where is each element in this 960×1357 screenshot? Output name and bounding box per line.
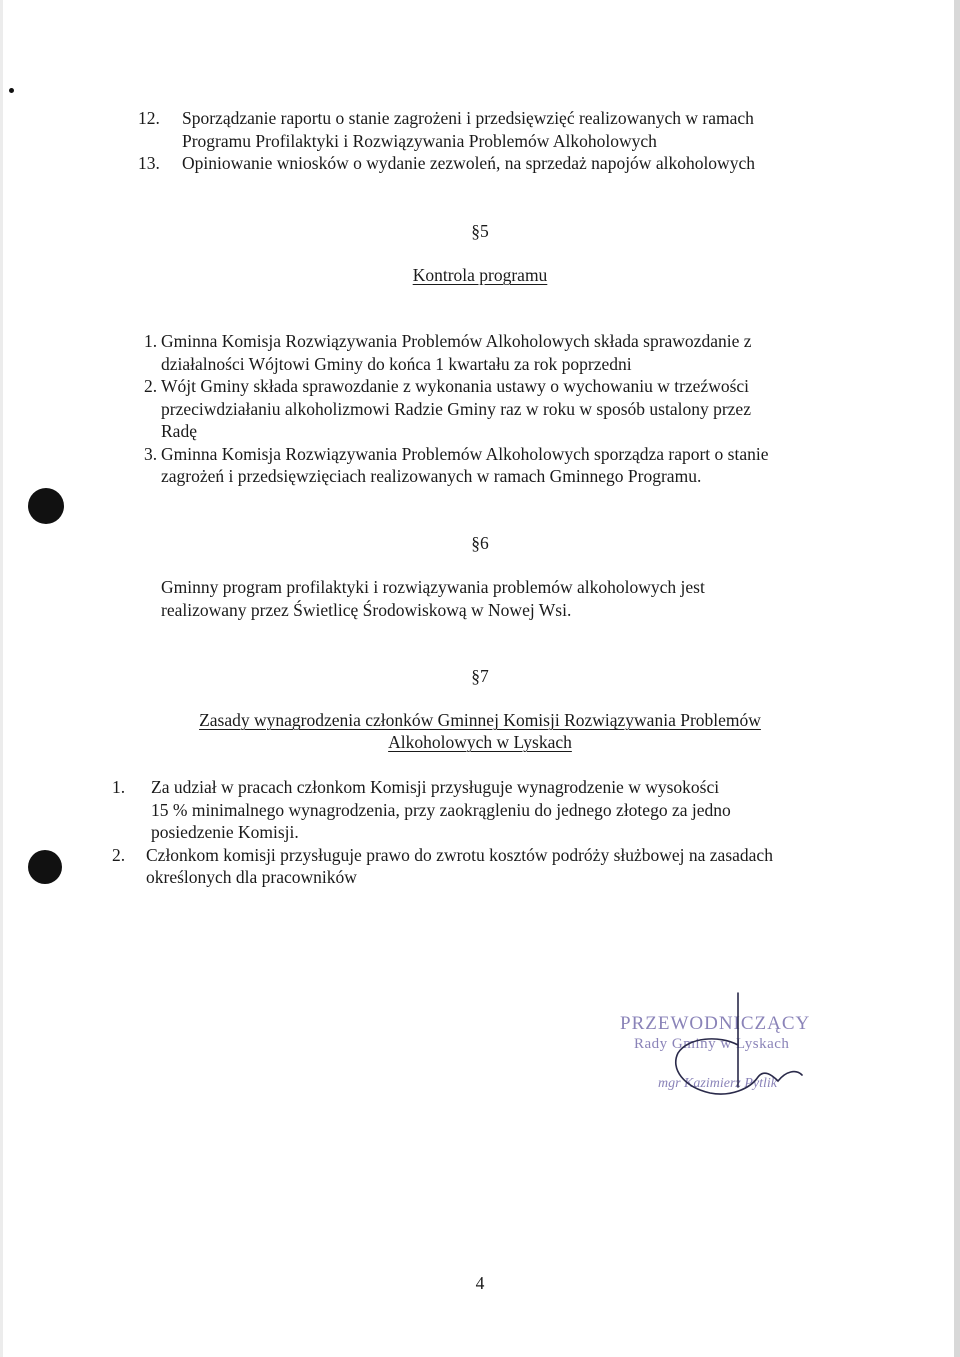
list-item — [144, 330, 769, 375]
page-number: 4 — [475, 1273, 485, 1293]
item-number: 12. — [138, 108, 160, 128]
item-text-line: zagrożeń i przedsięwzięciach realizowanych w ramach Gminnego Programu. — [161, 466, 702, 486]
section-6-paragraph — [161, 576, 705, 621]
section-5-title: Kontrola programu — [412, 265, 548, 285]
list-item — [144, 375, 769, 443]
signature-icon — [600, 985, 860, 1115]
list-item-12 — [138, 107, 755, 152]
item-number: 1. — [144, 331, 158, 351]
scan-speck — [9, 88, 14, 93]
item-text-line: 15 % minimalnego wynagrodzenia, przy zaokrągleniu do jednego złotego za jedno — [151, 799, 731, 820]
item-text-line: Radę — [161, 421, 197, 441]
item-text-line: posiedzenie Komisji. — [151, 822, 299, 842]
section-5-heading: §5 — [471, 221, 489, 241]
paragraph-line: Gminny program profilaktyki i rozwiązywania problemów alkoholowych jest — [161, 577, 705, 597]
section-7-title-line: Alkoholowych w Lyskach — [388, 732, 572, 752]
punch-hole-top — [28, 488, 64, 524]
item-number: 1. — [112, 777, 126, 797]
list-item — [112, 844, 773, 889]
section-5-list — [144, 330, 769, 488]
item-text-line: przeciwdziałaniu alkoholizmowi Radzie Gminy raz w roku w sposób ustalony przez — [161, 398, 751, 419]
item-text-line: działalności Wójtowi Gminy do końca 1 kwartału za rok poprzedni — [161, 353, 632, 374]
list-item — [112, 776, 773, 844]
punch-hole-bottom — [28, 850, 62, 884]
item-text-line: Wójt Gminy składa sprawozdanie z wykonania ustawy o wychowaniu w trzeźwości — [161, 376, 750, 396]
item-number: 3. — [144, 443, 158, 464]
list-item-13 — [138, 152, 755, 175]
list-item — [144, 443, 769, 488]
item-text-line: Sporządzanie raportu o stanie zagrożeni i przedsięwzięć realizowanych w ramach — [182, 108, 754, 128]
item-text-line: Członkom komisji przysługuje prawo do zwrotu kosztów podróży służbowej na zasadach — [146, 844, 773, 865]
item-number: 2. — [144, 376, 158, 396]
item-text-line: Programu Profilaktyki i Rozwiązywania Problemów Alkoholowych — [182, 130, 657, 151]
top-list — [138, 107, 755, 175]
section-6-heading: §6 — [471, 533, 489, 553]
item-text-line: Gminna Komisja Rozwiązywania Problemów Alkoholowych sporządza raport o stanie — [161, 443, 769, 464]
item-text-line: Za udział w pracach członkom Komisji przysługuje wynagrodzenie w wysokości — [151, 777, 720, 797]
item-number: 13. — [138, 153, 160, 173]
item-text-line: Opiniowanie wniosków o wydanie zezwoleń, na sprzedaż napojów alkoholowych — [182, 153, 755, 173]
stamp-name: mgr Kazimierz Pytlik — [658, 1076, 777, 1091]
stamp-council: Rady Gminy w Lyskach — [634, 1036, 790, 1052]
official-stamp — [600, 985, 860, 1115]
section-7-heading: §7 — [471, 666, 489, 686]
section-7-list — [112, 776, 773, 889]
item-text-line: Gminna Komisja Rozwiązywania Problemów Alkoholowych składa sprawozdanie z — [161, 331, 752, 351]
paragraph-line: realizowany przez Świetlicę Środowiskową w Nowej Wsi. — [161, 599, 572, 620]
item-number: 2. — [112, 844, 126, 865]
section-7-title-line: Zasady wynagrodzenia członków Gminnej Komisji Rozwiązywania Problemów — [199, 710, 761, 730]
stamp-title: PRZEWODNICZĄCY — [620, 1013, 811, 1034]
item-text-line: określonych dla pracowników — [146, 867, 357, 887]
